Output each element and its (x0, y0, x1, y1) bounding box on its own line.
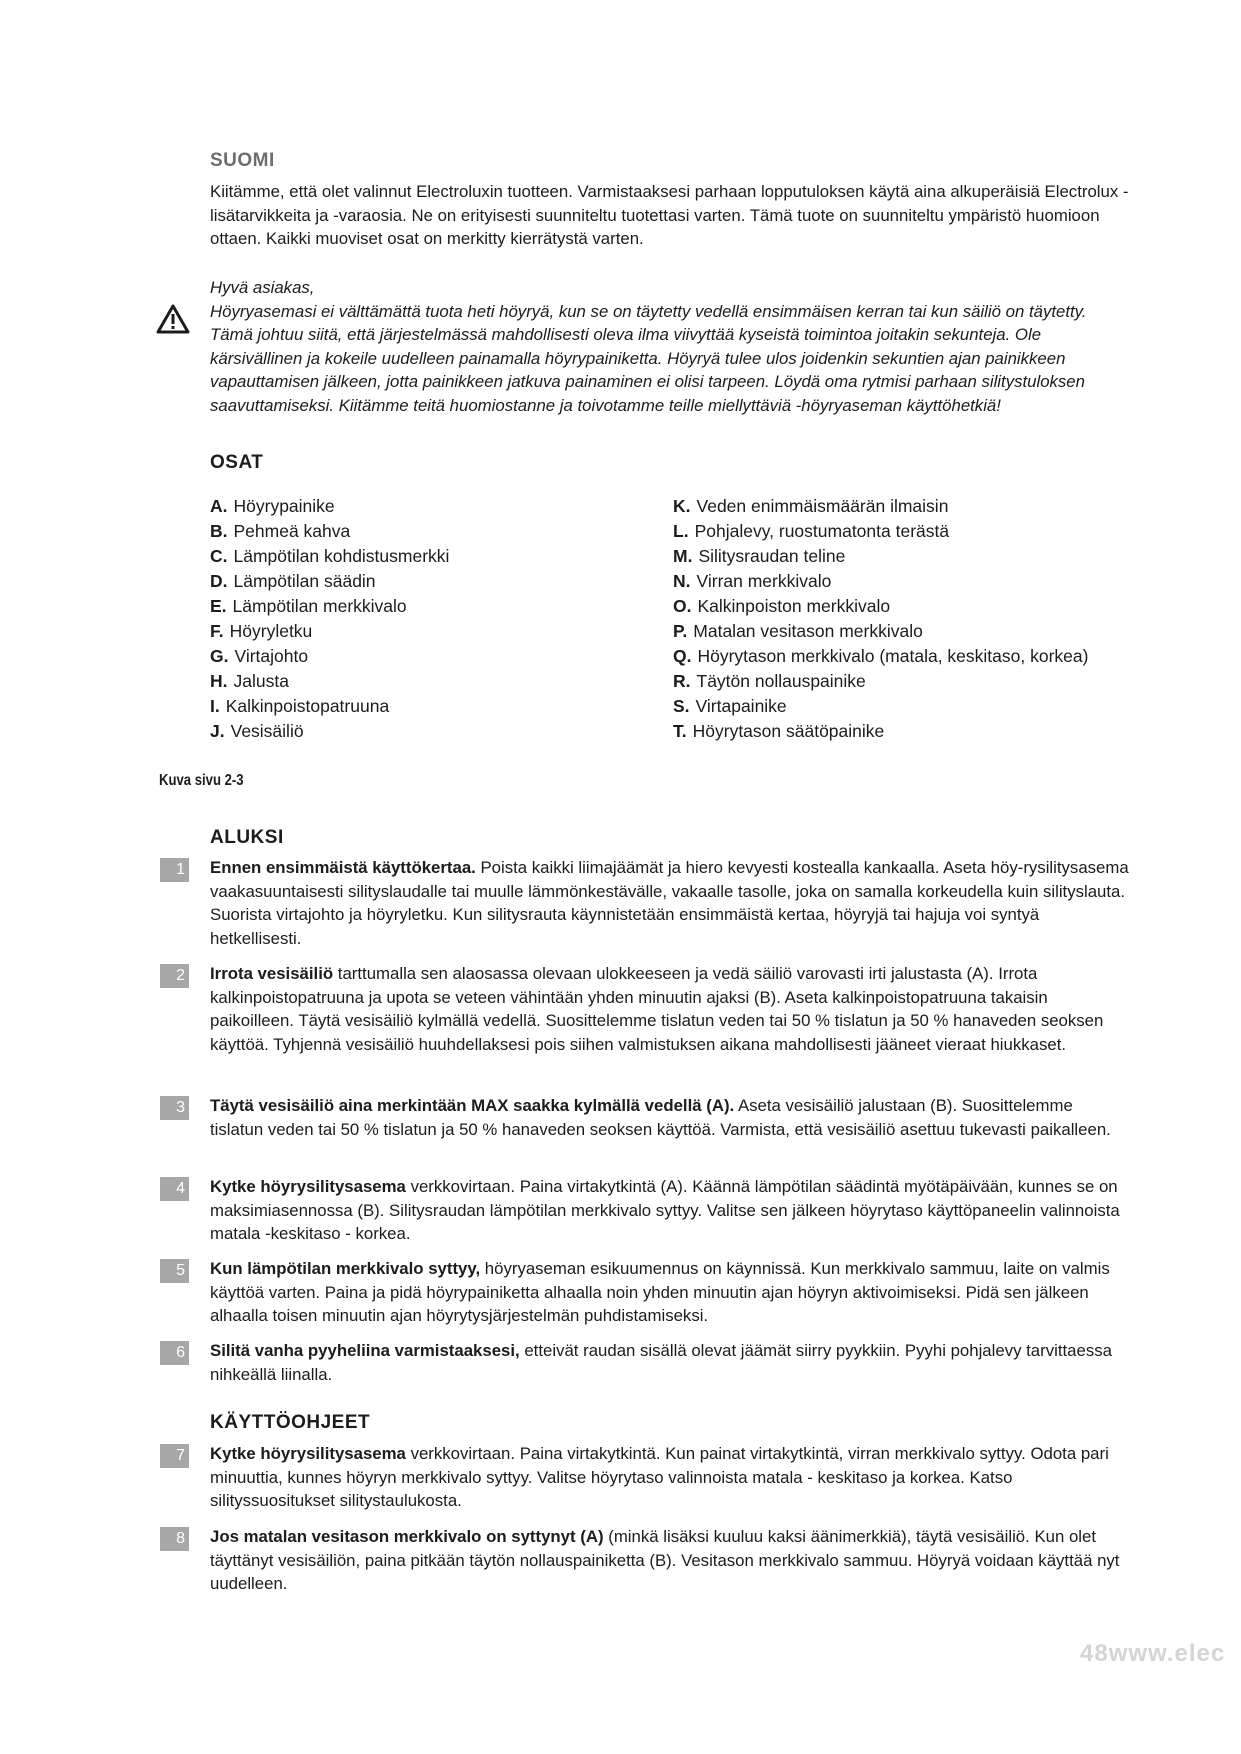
step-lead: Irrota vesisäiliö (210, 964, 334, 983)
step-body: tarttumalla sen alaosassa olevaan ulokkeeseen ja vedä säiliö varovasti irti jalustasta (A). Irrota kalkinpoistopatruuna ja upota se veteen vähintään yhden minuutin ajaksi (B). Aseta kalkinpoistopatruuna takaisin paikoilleen. Täytä vesisäiliö kylmällä vedellä. Suosittelemme tislatun veden tai 50 % tislatun ja 50 % hanaveden seoksen käyttöä. Tyhjennä vesisäiliö huuhdellaksesi pois siihen valmistuksen aikana mahdollisesti jääneet vieraat hiukkaset. (210, 964, 1104, 1054)
part-label: Matalan vesitason merkkivalo (693, 621, 923, 641)
usage-heading: KÄYTTÖOHJEET (210, 1412, 371, 1433)
step-number: 3 (160, 1096, 189, 1120)
part-item (673, 519, 1088, 544)
part-label: Kalkinpoistopatruuna (225, 696, 390, 716)
part-item (673, 619, 1088, 644)
language-heading: SUOMI (210, 150, 275, 171)
part-item (210, 669, 673, 694)
part-label: Vesisäiliö (230, 721, 304, 741)
step-body: verkkovirtaan. Paina virtakytkintä (A). Käännä lämpötilan säädintä myötäpäivään, kunnes se on maksimiasennossa (B). Silitysraudan lämpötilan merkkivalo syttyy. Valitse sen jälkeen höyrytaso käyttöpaneelin valinnoista matala -keskitaso - korkea. (210, 1177, 1120, 1243)
part-label: Höyryletku (229, 621, 313, 641)
step-body: etteivät raudan sisällä olevat jäämät siirry pyykkiin. Pyyhi pohjalevy tarvittaessa nihkeällä liinalla. (210, 1341, 1112, 1384)
parts-list-left (210, 494, 673, 744)
part-key: N. (673, 571, 691, 591)
part-key: Q. (673, 646, 692, 666)
part-key: T. (673, 721, 687, 741)
part-item (210, 569, 673, 594)
parts-section (210, 452, 1130, 474)
usage-section (210, 1412, 1130, 1434)
part-item (673, 644, 1088, 669)
part-key: F. (210, 621, 224, 641)
step-body: (minkä lisäksi kuuluu kaksi äänimerkkiä), täytä vesisäiliö. Kun olet täyttänyt vesisäiliön, paina pitkään täytön nollauspainiketta (B). Vesitason merkkivalo sammuu. Höyryä voidaan käyttää nyt uudelleen. (210, 1527, 1120, 1593)
warning-triangle-icon (156, 304, 190, 334)
parts-heading: OSAT (210, 452, 264, 473)
part-key: I. (210, 696, 220, 716)
part-item (210, 494, 673, 519)
part-label: Kalkinpoiston merkkivalo (697, 596, 891, 616)
warning-text: Höyryasemasi ei välttämättä tuota heti höyryä, kun se on täytetty vedellä ensimmäisen kerran tai kun säiliö on täytetty. Tämä johtuu siitä, että järjestelmässä mahdollisesti oleva ilma viivyttää kyseistä toimintoa joitakin sekunteja. Ole kärsivällinen ja kokeile uudelleen painamalla höyrypainiketta. Höyryä tulee ulos joidenkin sekuntien ajan painikkeen vapauttamisen jälkeen, jotta painikkeen jatkuva painaminen ei olisi tarpeen. Löydä oma rytmisi parhaan silitystuloksen saavuttamiseksi. Kiitämme teitä huomiostanne ja toivotamme teille miellyttäviä -höyryaseman käyttöhetkiä! (210, 301, 1087, 415)
part-key: H. (210, 671, 228, 691)
part-item (210, 619, 673, 644)
part-key: P. (673, 621, 688, 641)
part-key: E. (210, 596, 227, 616)
part-key: S. (673, 696, 690, 716)
part-key: M. (673, 546, 693, 566)
part-item (210, 719, 673, 744)
part-label: Virtajohto (234, 646, 309, 666)
figure-reference: Kuva sivu 2-3 (159, 772, 244, 789)
step-text (210, 1175, 1130, 1246)
step-number: 1 (160, 858, 189, 882)
start-section (210, 827, 1130, 849)
step-text (210, 1257, 1130, 1328)
part-key: R. (673, 671, 691, 691)
part-label: Virtapainike (695, 696, 787, 716)
part-key: K. (673, 496, 691, 516)
step-body: Aseta vesisäiliö jalustaan (B). Suosittelemme tislatun veden tai 50 % tislatun ja 50 % hanaveden seoksen käyttöä. Varmista, että vesisäiliö asettuu tukevasti paikalleen. (210, 1096, 1111, 1139)
step-lead: Täytä vesisäiliö aina merkintään MAX saakka kylmällä vedellä (A). (210, 1096, 735, 1115)
step-text (210, 1094, 1130, 1141)
part-label: Virran merkkivalo (696, 571, 832, 591)
step-body: höyryaseman esikuumennus on käynnissä. Kun merkkivalo sammuu, laite on valmis käyttöä varten. Paina ja pidä höyrypainiketta alhaalla noin yhden minuutin ajan höyryn aktivoimiseksi. Pidä sen jälkeen alhaalla toisen minuutin ajan höyrytysjärjestelmän puhdistamiseksi. (210, 1259, 1110, 1325)
part-item (673, 669, 1088, 694)
part-item (673, 494, 1088, 519)
step-lead: Kytke höyrysilitysasema (210, 1177, 406, 1196)
parts-list-right (673, 494, 1088, 744)
part-key: J. (210, 721, 225, 741)
part-label: Lämpötilan kohdistusmerkki (233, 546, 450, 566)
part-label: Höyrytason merkkivalo (matala, keskitaso, korkea) (697, 646, 1089, 666)
intro-section (210, 150, 1130, 251)
part-item (673, 594, 1088, 619)
step-number: 6 (160, 1341, 189, 1365)
part-label: Höyrypainike (233, 496, 335, 516)
part-key: B. (210, 521, 228, 541)
step-text (210, 1525, 1130, 1596)
part-item (673, 544, 1088, 569)
step-number: 2 (160, 964, 189, 988)
part-label: Lämpötilan merkkivalo (232, 596, 407, 616)
page-footer: 48www.elec (1080, 1640, 1226, 1667)
part-item (210, 694, 673, 719)
part-label: Pohjalevy, ruostumatonta terästä (694, 521, 950, 541)
warning-greeting: Hyvä asiakas, (210, 278, 315, 297)
step-body: Poista kaikki liimajäämät ja hiero kevyesti kostealla kankaalla. Aseta höy-rysilitysasema vaakasuuntaisesti silityslaudalle tai muulle lämmönkestävälle, vakaalle tasolle, joka on samalla korkeudella kuin silityslauta. Suorista virtajohto ja höyryletku. Kun silitysrauta käynnistetään ensimmäistä kertaa, höyryjä tai hajuja voi syntyä hetkellisesti. (210, 858, 1129, 948)
step-lead: Kytke höyrysilitysasema (210, 1444, 406, 1463)
parts-list (210, 494, 1130, 744)
step-number: 5 (160, 1259, 189, 1283)
step-number: 4 (160, 1177, 189, 1201)
step-text (210, 1442, 1130, 1513)
step-body: verkkovirtaan. Paina virtakytkintä. Kun painat virtakytkintä, virran merkkivalo syttyy. Odota pari minuuttia, kunnes höyryn merkkivalo syttyy. Valitse höyrytaso valinnoista matala - keskitaso ja korkea. Katso silityssuositukset silitystaulukosta. (210, 1444, 1109, 1510)
part-item (210, 644, 673, 669)
step-number: 7 (160, 1444, 189, 1468)
step-text (210, 856, 1130, 950)
part-label: Täytön nollauspainike (696, 671, 866, 691)
step-text (210, 962, 1130, 1056)
part-item (673, 694, 1088, 719)
start-heading: ALUKSI (210, 827, 284, 848)
step-number: 8 (160, 1527, 189, 1551)
part-key: L. (673, 521, 689, 541)
step-lead: Silitä vanha pyyheliina varmistaaksesi, (210, 1341, 520, 1360)
part-label: Lämpötilan säädin (233, 571, 376, 591)
step-lead: Kun lämpötilan merkkivalo syttyy, (210, 1259, 481, 1278)
part-key: A. (210, 496, 228, 516)
part-label: Silitysraudan teline (698, 546, 846, 566)
warning-note (210, 276, 1130, 417)
part-label: Höyrytason säätöpainike (692, 721, 885, 741)
intro-paragraph: Kiitämme, että olet valinnut Electroluxin tuotteen. Varmistaaksesi parhaan lopputuloksen käytä aina alkuperäisiä Electrolux -lisätarvikkeita ja -varaosia. Ne on erityisesti suunniteltu tuotettasi varten. Tämä tuote on suunniteltu ympäristö huomioon ottaen. Kaikki muoviset osat on merkitty kierrätystä varten. (210, 182, 1129, 248)
part-label: Veden enimmäismäärän ilmaisin (696, 496, 949, 516)
step-text (210, 1339, 1130, 1386)
part-key: D. (210, 571, 228, 591)
part-key: G. (210, 646, 229, 666)
part-item (673, 569, 1088, 594)
part-key: C. (210, 546, 228, 566)
part-label: Pehmeä kahva (233, 521, 351, 541)
part-label: Jalusta (233, 671, 289, 691)
step-lead: Jos matalan vesitason merkkivalo on syttynyt (A) (210, 1527, 604, 1546)
part-item (210, 544, 673, 569)
step-lead: Ennen ensimmäistä käyttökertaa. (210, 858, 476, 877)
part-item (673, 719, 1088, 744)
part-key: O. (673, 596, 692, 616)
part-item (210, 594, 673, 619)
part-item (210, 519, 673, 544)
